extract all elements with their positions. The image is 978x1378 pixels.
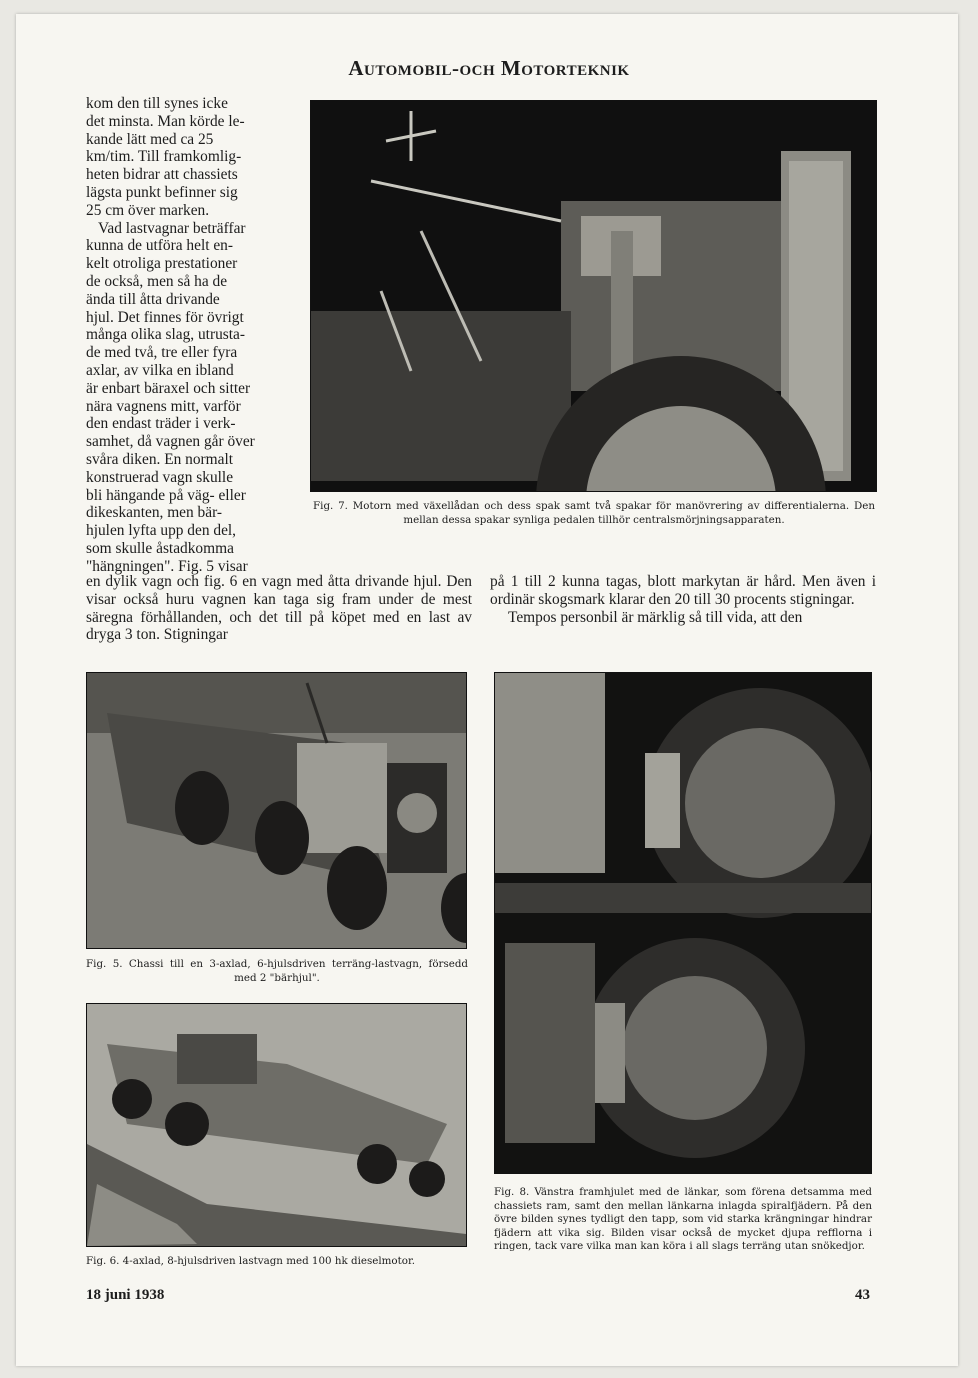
column-line: de med två, tre eller fyra xyxy=(86,344,238,362)
fig8-caption: Fig. 8. Vänstra framhjulet med de länkar, som förena detsamma med chassiets ram, samt den mellan länkarna inlagda spiralfjädern. På den övre bilden synes tydligt den tapp, som vid starka krängningar hindrar fjädern att vika sig. Bilden visar också de mycket djupa refflorna i ringen, tack vare vilka man kan köra i all slags terräng utan snökedjor. xyxy=(494,1186,872,1252)
chassis-photo xyxy=(86,672,467,949)
right-paragraph-1: på 1 till 2 kunna tagas, blott markytan är hård. Men även i ordinär skogsmark klarar den 20 till 30 procents stigningar. xyxy=(490,573,876,608)
column-line: kelt otroliga prestationer xyxy=(86,255,238,273)
page-number: 43 xyxy=(855,1287,870,1303)
column-line: kom den till synes icke xyxy=(86,95,228,112)
column-line: konstruerad vagn skulle xyxy=(86,468,234,486)
column-line: ända till åtta drivande xyxy=(86,290,220,308)
column-line: är enbart bäraxel och sitter xyxy=(86,379,251,397)
engine-photo xyxy=(310,100,877,492)
narrow-text-column xyxy=(86,95,279,576)
column-line: svåra diken. En normalt xyxy=(86,450,234,468)
fig7-caption: Fig. 7. Motorn med växellådan och dess spak samt två spakar för manövrering av differentialerna. Den mellan dessa spakar synliga pedalen tillhör centralsmörjningsapparaten. xyxy=(313,500,875,526)
column-line: 25 cm över marken. xyxy=(86,201,210,219)
running-header: Automobil-och Motorteknik xyxy=(348,56,630,80)
column-line: samhet, då vagnen går över xyxy=(86,433,255,451)
column-line: dikeskanten, men bär- xyxy=(86,504,223,522)
column-line: lägsta punkt befinner sig xyxy=(86,183,238,201)
right-paragraph-2: Tempos personbil är märklig så till vida, att den xyxy=(508,608,803,626)
column-line: hjulen lyfta upp den del, xyxy=(86,522,237,540)
column-line: de också, men så ha de xyxy=(86,272,228,290)
column-line: Vad lastvagnar beträffar xyxy=(98,219,246,237)
column-line: hjul. Det finnes för övrigt xyxy=(86,308,244,326)
column-line: heten bidrar att chassiets xyxy=(86,166,238,184)
footer-date xyxy=(86,1287,164,1304)
front-wheel-photo xyxy=(494,672,872,1174)
column-line: axlar, av vilka en ibland xyxy=(86,361,234,379)
column-line: nära vagnens mitt, varför xyxy=(86,397,241,415)
column-line: som skulle åstadkomma xyxy=(86,539,234,557)
column-line: det minsta. Man körde le- xyxy=(86,112,245,130)
fig6-caption: Fig. 6. 4-axlad, 8-hjulsdriven lastvagn med 100 hk dieselmotor. xyxy=(86,1255,416,1267)
right-body-text xyxy=(490,573,876,626)
column-line: många olika slag, utrusta- xyxy=(86,326,245,344)
left-body-text: en dylik vagn och fig. 6 en vagn med åtta drivande hjul. Den visar också huru vagnen kan taga sig fram under de mest säregna förhållanden, och det till på köpet med en last av dryga 3 ton. Stigningar xyxy=(86,573,472,644)
column-line: den endast träder i verk- xyxy=(86,415,236,433)
fig5-caption: Fig. 5. Chassi till en 3-axlad, 6-hjulsdriven terräng-lastvagn, försedd med 2 "bärhjul". xyxy=(86,958,468,984)
issue-date: 18 juni 1938 xyxy=(86,1287,165,1303)
truck-photo xyxy=(86,1003,467,1247)
column-line: km/tim. Till framkomlig- xyxy=(86,148,242,166)
column-line: bli hängande på väg- eller xyxy=(86,486,246,504)
column-line: kande lätt med ca 25 xyxy=(86,130,214,148)
column-line: kunna de utföra helt en- xyxy=(86,237,234,255)
column-line: "hängningen". Fig. 5 visar xyxy=(86,557,248,575)
